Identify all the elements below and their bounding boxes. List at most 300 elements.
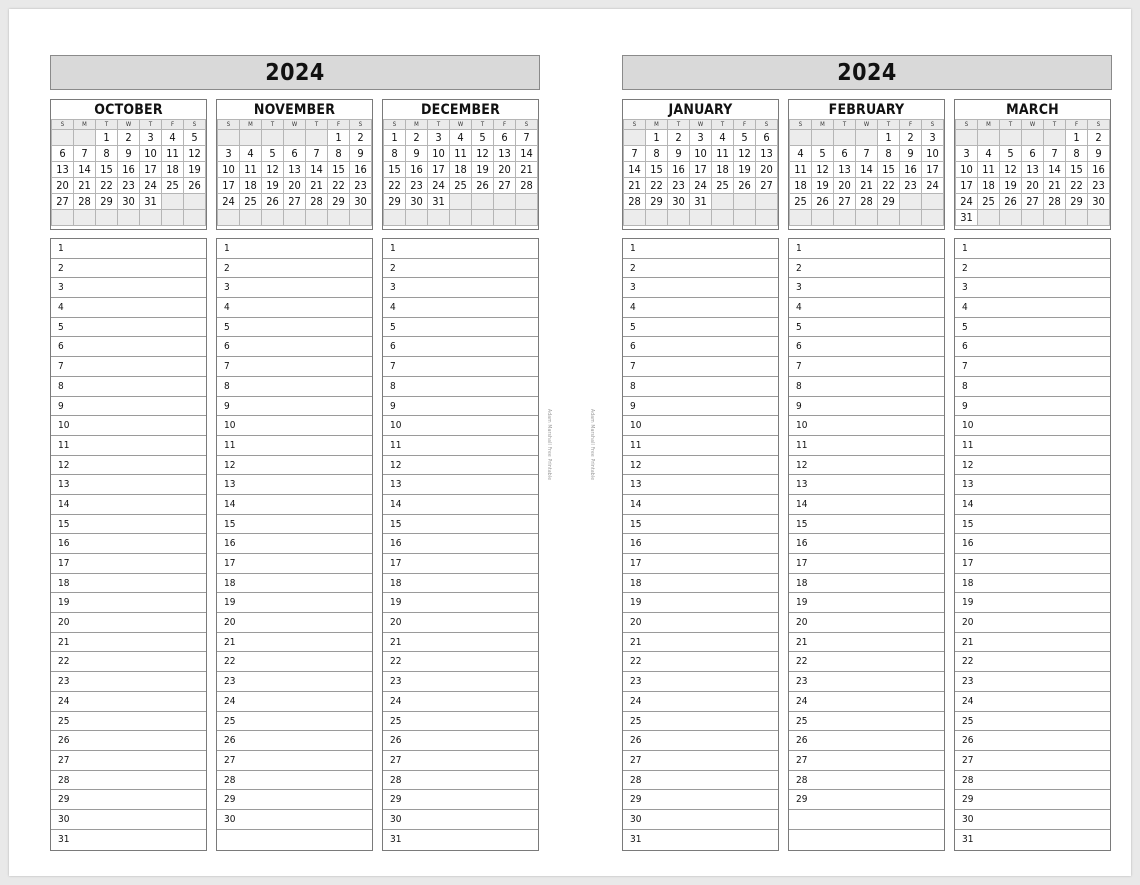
day-row[interactable]: 25 <box>789 712 944 732</box>
day-row[interactable]: 19 <box>955 593 1110 613</box>
calendar-date: 26 <box>472 178 494 194</box>
day-row[interactable]: 11 <box>623 436 778 456</box>
day-row[interactable]: 4 <box>623 298 778 318</box>
calendar-date: 30 <box>350 194 372 210</box>
calendar-blank <box>624 210 646 226</box>
day-row[interactable]: 3 <box>51 278 206 298</box>
day-row[interactable]: 10 <box>51 416 206 436</box>
calendar-date: 10 <box>922 146 944 162</box>
calendar-date: 26 <box>1000 194 1022 210</box>
day-row[interactable]: 14 <box>51 495 206 515</box>
day-row[interactable]: 7 <box>217 357 372 377</box>
day-row[interactable]: 18 <box>955 574 1110 594</box>
day-row[interactable]: 13 <box>51 475 206 495</box>
calendar-blank <box>218 210 240 226</box>
calendar-date: 15 <box>646 162 668 178</box>
day-row[interactable]: 27 <box>383 751 538 771</box>
day-row[interactable]: 29 <box>51 790 206 810</box>
day-row[interactable]: 29 <box>217 790 372 810</box>
calendar-date: 19 <box>1000 178 1022 194</box>
day-row[interactable]: 7 <box>383 357 538 377</box>
weekday-label: W <box>1022 120 1044 130</box>
day-row[interactable]: 12 <box>383 456 538 476</box>
day-row[interactable]: 7 <box>623 357 778 377</box>
day-row[interactable]: 12 <box>217 456 372 476</box>
calendar-date: 21 <box>74 178 96 194</box>
mini-calendar-october <box>50 99 207 230</box>
day-row[interactable]: 10 <box>955 416 1110 436</box>
day-row[interactable]: 3 <box>789 278 944 298</box>
day-row[interactable]: 14 <box>217 495 372 515</box>
day-row[interactable]: 24 <box>789 692 944 712</box>
day-row[interactable]: 7 <box>51 357 206 377</box>
day-row[interactable]: 1 <box>217 239 372 259</box>
calendar-blank <box>790 130 812 146</box>
day-row[interactable]: 24 <box>955 692 1110 712</box>
calendar-date: 25 <box>240 194 262 210</box>
calendar-blank <box>956 130 978 146</box>
calendar-blank <box>306 210 328 226</box>
calendar-date: 29 <box>384 194 406 210</box>
month-name: JANUARY <box>668 102 733 118</box>
day-row[interactable]: 28 <box>955 771 1110 791</box>
day-row[interactable]: 16 <box>623 534 778 554</box>
day-row[interactable]: 9 <box>383 397 538 417</box>
day-row[interactable]: 29 <box>955 790 1110 810</box>
day-row[interactable]: 29 <box>789 790 944 810</box>
day-row[interactable]: 23 <box>383 672 538 692</box>
day-row[interactable]: 31 <box>390 833 402 845</box>
day-row[interactable]: 8 <box>623 377 778 397</box>
day-row[interactable]: 10 <box>789 416 944 436</box>
day-row[interactable]: 13 <box>217 475 372 495</box>
day-row[interactable]: 17 <box>217 554 372 574</box>
calendar-blank <box>350 210 372 226</box>
day-row[interactable]: 3 <box>383 278 538 298</box>
day-row[interactable]: 29 <box>623 790 778 810</box>
day-row[interactable]: 19 <box>789 593 944 613</box>
calendar-date: 7 <box>516 130 538 146</box>
calendar-date: 20 <box>1022 178 1044 194</box>
day-row[interactable]: 17 <box>789 554 944 574</box>
day-row[interactable]: 10 <box>623 416 778 436</box>
watermark-left: Adam Marshall Free Printable <box>546 409 552 481</box>
day-row[interactable]: 14 <box>789 495 944 515</box>
day-row[interactable]: 4 <box>955 298 1110 318</box>
day-row[interactable]: 30 <box>217 810 372 830</box>
day-row[interactable]: 12 <box>955 456 1110 476</box>
weekday-label: T <box>306 120 328 130</box>
day-row[interactable]: 20 <box>623 613 778 633</box>
calendar-date: 24 <box>956 194 978 210</box>
day-row[interactable]: 27 <box>623 751 778 771</box>
day-row[interactable]: 11 <box>51 436 206 456</box>
day-row[interactable]: 19 <box>383 593 538 613</box>
calendar-date: 31 <box>428 194 450 210</box>
calendar-date: 6 <box>834 146 856 162</box>
calendar-blank <box>494 194 516 210</box>
day-row[interactable]: 26 <box>217 731 372 751</box>
day-row[interactable]: 26 <box>623 731 778 751</box>
calendar-date: 22 <box>1066 178 1088 194</box>
day-row[interactable]: 26 <box>955 731 1110 751</box>
day-row[interactable]: 18 <box>623 574 778 594</box>
day-row[interactable]: 8 <box>383 377 538 397</box>
day-row[interactable]: 18 <box>789 574 944 594</box>
day-row[interactable]: 24 <box>51 692 206 712</box>
calendar-date: 23 <box>118 178 140 194</box>
calendar-blank <box>284 130 306 146</box>
weekday-label: F <box>494 120 516 130</box>
calendar-date: 20 <box>52 178 74 194</box>
day-row[interactable]: 27 <box>789 751 944 771</box>
day-row[interactable]: 9 <box>955 397 1110 417</box>
calendar-date: 8 <box>878 146 900 162</box>
day-row[interactable]: 22 <box>955 652 1110 672</box>
day-row[interactable]: 20 <box>789 613 944 633</box>
day-row[interactable]: 22 <box>217 652 372 672</box>
calendar-blank <box>1044 130 1066 146</box>
day-row[interactable]: 27 <box>51 751 206 771</box>
calendar-blank <box>218 130 240 146</box>
day-row[interactable]: 13 <box>383 475 538 495</box>
calendar-date: 29 <box>878 194 900 210</box>
calendar-date: 10 <box>956 162 978 178</box>
calendar-date: 23 <box>350 178 372 194</box>
day-row[interactable] <box>789 830 944 850</box>
day-row[interactable]: 27 <box>955 751 1110 771</box>
calendar-blank <box>668 210 690 226</box>
day-row[interactable]: 16 <box>217 534 372 554</box>
calendar-date: 24 <box>140 178 162 194</box>
day-row[interactable]: 16 <box>51 534 206 554</box>
day-row[interactable]: 14 <box>623 495 778 515</box>
day-row[interactable]: 2 <box>623 259 778 279</box>
calendar-date: 27 <box>1022 194 1044 210</box>
day-row[interactable]: 21 <box>51 633 206 653</box>
calendar-date: 16 <box>118 162 140 178</box>
day-row[interactable]: 8 <box>51 377 206 397</box>
day-row[interactable]: 4 <box>51 298 206 318</box>
day-row[interactable]: 25 <box>383 712 538 732</box>
day-row[interactable]: 5 <box>789 318 944 338</box>
day-row[interactable]: 4 <box>383 298 538 318</box>
weekday-label: T <box>878 120 900 130</box>
weekday-label: S <box>756 120 778 130</box>
day-row[interactable]: 23 <box>955 672 1110 692</box>
day-row[interactable]: 16 <box>789 534 944 554</box>
calendar-blank <box>1000 210 1022 226</box>
calendar-date: 7 <box>74 146 96 162</box>
day-row[interactable]: 11 <box>789 436 944 456</box>
day-row[interactable]: 4 <box>789 298 944 318</box>
calendar-blank <box>856 210 878 226</box>
calendar-date: 25 <box>978 194 1000 210</box>
calendar-date: 1 <box>646 130 668 146</box>
day-row[interactable]: 8 <box>955 377 1110 397</box>
day-row[interactable]: 18 <box>217 574 372 594</box>
day-row[interactable]: 11 <box>955 436 1110 456</box>
calendar-blank <box>712 210 734 226</box>
calendar-date: 28 <box>516 178 538 194</box>
day-row[interactable]: 1 <box>623 239 778 259</box>
day-row[interactable]: 13 <box>955 475 1110 495</box>
day-row[interactable]: 31 <box>630 833 642 845</box>
month-grid <box>217 119 372 226</box>
day-row[interactable]: 28 <box>217 771 372 791</box>
day-row[interactable]: 21 <box>955 633 1110 653</box>
day-row[interactable]: 14 <box>383 495 538 515</box>
day-row[interactable]: 15 <box>383 515 538 535</box>
day-row[interactable]: 20 <box>383 613 538 633</box>
day-row[interactable]: 6 <box>955 337 1110 357</box>
calendar-date: 3 <box>690 130 712 146</box>
day-row[interactable]: 9 <box>217 397 372 417</box>
calendar-date: 27 <box>756 178 778 194</box>
day-row[interactable]: 10 <box>383 416 538 436</box>
day-row[interactable]: 16 <box>955 534 1110 554</box>
day-row[interactable]: 17 <box>51 554 206 574</box>
calendar-date: 1 <box>1066 130 1088 146</box>
day-row[interactable] <box>789 810 944 830</box>
weekday-label: T <box>668 120 690 130</box>
calendar-date: 11 <box>978 162 1000 178</box>
day-row[interactable]: 5 <box>383 318 538 338</box>
calendar-date: 28 <box>74 194 96 210</box>
calendar-date: 28 <box>624 194 646 210</box>
calendar-blank <box>306 130 328 146</box>
day-row[interactable]: 9 <box>623 397 778 417</box>
calendar-blank <box>162 210 184 226</box>
day-row[interactable]: 17 <box>955 554 1110 574</box>
calendar-blank <box>472 210 494 226</box>
day-row[interactable]: 30 <box>383 810 538 830</box>
day-row[interactable]: 26 <box>383 731 538 751</box>
day-row[interactable]: 31 <box>962 833 974 845</box>
month-name: DECEMBER <box>421 102 500 118</box>
calendar-blank <box>284 210 306 226</box>
day-row[interactable]: 23 <box>217 672 372 692</box>
day-row[interactable]: 25 <box>623 712 778 732</box>
day-row[interactable]: 3 <box>623 278 778 298</box>
calendar-date: 25 <box>450 178 472 194</box>
day-row[interactable]: 23 <box>623 672 778 692</box>
day-row[interactable]: 23 <box>51 672 206 692</box>
weekday-label: S <box>790 120 812 130</box>
month-grid <box>383 119 538 226</box>
day-row[interactable]: 6 <box>51 337 206 357</box>
day-row[interactable]: 5 <box>955 318 1110 338</box>
day-row[interactable]: 17 <box>623 554 778 574</box>
calendar-date: 28 <box>306 194 328 210</box>
calendar-date: 10 <box>218 162 240 178</box>
calendar-date: 4 <box>240 146 262 162</box>
day-row[interactable]: 9 <box>51 397 206 417</box>
calendar-date: 21 <box>306 178 328 194</box>
calendar-date: 12 <box>262 162 284 178</box>
day-row[interactable]: 30 <box>955 810 1110 830</box>
calendar-date: 29 <box>646 194 668 210</box>
day-row[interactable]: 20 <box>51 613 206 633</box>
day-row[interactable]: 24 <box>383 692 538 712</box>
day-row[interactable]: 12 <box>789 456 944 476</box>
day-row[interactable]: 7 <box>955 357 1110 377</box>
day-row[interactable]: 26 <box>51 731 206 751</box>
calendar-date: 5 <box>262 146 284 162</box>
calendar-date: 17 <box>140 162 162 178</box>
weekday-label: M <box>646 120 668 130</box>
calendar-date: 9 <box>668 146 690 162</box>
day-row[interactable]: 15 <box>623 515 778 535</box>
calendar-date: 22 <box>878 178 900 194</box>
day-row[interactable]: 30 <box>51 810 206 830</box>
day-row[interactable]: 19 <box>51 593 206 613</box>
day-row[interactable]: 28 <box>623 771 778 791</box>
day-row[interactable]: 12 <box>623 456 778 476</box>
day-row[interactable]: 5 <box>623 318 778 338</box>
day-row[interactable]: 7 <box>789 357 944 377</box>
day-row[interactable]: 11 <box>383 436 538 456</box>
weekday-label: W <box>450 120 472 130</box>
day-row[interactable]: 12 <box>51 456 206 476</box>
day-row[interactable]: 15 <box>217 515 372 535</box>
day-row[interactable]: 21 <box>789 633 944 653</box>
day-row[interactable]: 21 <box>383 633 538 653</box>
calendar-date: 16 <box>1088 162 1110 178</box>
day-row[interactable]: 2 <box>383 259 538 279</box>
calendar-date: 19 <box>734 162 756 178</box>
day-row[interactable]: 21 <box>623 633 778 653</box>
calendar-date: 2 <box>900 130 922 146</box>
day-row[interactable]: 8 <box>217 377 372 397</box>
day-row[interactable]: 22 <box>383 652 538 672</box>
day-row[interactable]: 1 <box>383 239 538 259</box>
day-row[interactable]: 10 <box>217 416 372 436</box>
calendar-date: 28 <box>856 194 878 210</box>
day-row[interactable]: 6 <box>217 337 372 357</box>
day-row[interactable]: 13 <box>623 475 778 495</box>
day-row[interactable]: 21 <box>217 633 372 653</box>
calendar-blank <box>1022 210 1044 226</box>
calendar-blank <box>240 130 262 146</box>
day-row[interactable]: 2 <box>955 259 1110 279</box>
day-row[interactable]: 19 <box>623 593 778 613</box>
calendar-blank <box>900 194 922 210</box>
calendar-date: 22 <box>646 178 668 194</box>
day-row[interactable]: 2 <box>789 259 944 279</box>
day-row[interactable]: 22 <box>51 652 206 672</box>
day-row[interactable]: 1 <box>955 239 1110 259</box>
day-row[interactable]: 8 <box>789 377 944 397</box>
day-row[interactable]: 25 <box>217 712 372 732</box>
day-row[interactable]: 3 <box>955 278 1110 298</box>
day-row[interactable]: 22 <box>789 652 944 672</box>
day-row[interactable]: 27 <box>217 751 372 771</box>
calendar-date: 15 <box>96 162 118 178</box>
calendar-date: 24 <box>922 178 944 194</box>
day-row[interactable]: 14 <box>955 495 1110 515</box>
day-row[interactable]: 24 <box>623 692 778 712</box>
day-row[interactable]: 17 <box>383 554 538 574</box>
day-row[interactable]: 6 <box>383 337 538 357</box>
day-row[interactable]: 15 <box>955 515 1110 535</box>
day-row[interactable]: 28 <box>51 771 206 791</box>
day-row[interactable]: 26 <box>789 731 944 751</box>
calendar-date: 4 <box>790 146 812 162</box>
calendar-date: 25 <box>712 178 734 194</box>
calendar-date: 6 <box>52 146 74 162</box>
day-row[interactable]: 18 <box>383 574 538 594</box>
day-row[interactable]: 28 <box>789 771 944 791</box>
day-row[interactable]: 5 <box>217 318 372 338</box>
day-row[interactable]: 19 <box>217 593 372 613</box>
day-row[interactable]: 4 <box>217 298 372 318</box>
day-row[interactable]: 16 <box>383 534 538 554</box>
calendar-date: 4 <box>712 130 734 146</box>
day-row[interactable]: 1 <box>789 239 944 259</box>
day-row[interactable]: 20 <box>955 613 1110 633</box>
day-row[interactable]: 2 <box>217 259 372 279</box>
day-list-march <box>954 238 1111 851</box>
calendar-date: 5 <box>184 130 206 146</box>
day-row[interactable]: 30 <box>623 810 778 830</box>
calendar-date: 3 <box>218 146 240 162</box>
calendar-blank <box>690 210 712 226</box>
calendar-date: 24 <box>690 178 712 194</box>
month-grid <box>789 119 944 226</box>
calendar-date: 31 <box>140 194 162 210</box>
day-row[interactable]: 25 <box>51 712 206 732</box>
calendar-blank <box>262 210 284 226</box>
day-row[interactable]: 2 <box>51 259 206 279</box>
day-row[interactable]: 28 <box>383 771 538 791</box>
day-row[interactable]: 24 <box>217 692 372 712</box>
calendar-blank <box>878 210 900 226</box>
calendar-date: 2 <box>1088 130 1110 146</box>
weekday-label: T <box>262 120 284 130</box>
calendar-blank <box>978 210 1000 226</box>
day-row[interactable]: 6 <box>789 337 944 357</box>
calendar-date: 29 <box>96 194 118 210</box>
day-row[interactable] <box>217 830 372 850</box>
day-row[interactable]: 29 <box>383 790 538 810</box>
day-row[interactable]: 6 <box>623 337 778 357</box>
day-row[interactable]: 3 <box>217 278 372 298</box>
day-row[interactable]: 31 <box>58 833 70 845</box>
calendar-date: 1 <box>328 130 350 146</box>
calendar-date: 8 <box>96 146 118 162</box>
day-row[interactable]: 20 <box>217 613 372 633</box>
day-row[interactable]: 9 <box>789 397 944 417</box>
day-row[interactable]: 18 <box>51 574 206 594</box>
day-row[interactable]: 15 <box>789 515 944 535</box>
calendar-blank <box>162 194 184 210</box>
day-row[interactable]: 22 <box>623 652 778 672</box>
month-name: MARCH <box>1006 102 1059 118</box>
day-row[interactable]: 23 <box>789 672 944 692</box>
calendar-date: 16 <box>350 162 372 178</box>
day-row[interactable]: 13 <box>789 475 944 495</box>
day-row[interactable]: 25 <box>955 712 1110 732</box>
day-row[interactable]: 11 <box>217 436 372 456</box>
mini-calendar-january <box>622 99 779 230</box>
day-row[interactable]: 5 <box>51 318 206 338</box>
calendar-blank <box>406 210 428 226</box>
weekday-label: T <box>712 120 734 130</box>
day-row[interactable]: 1 <box>51 239 206 259</box>
day-row[interactable]: 15 <box>51 515 206 535</box>
calendar-blank <box>624 130 646 146</box>
